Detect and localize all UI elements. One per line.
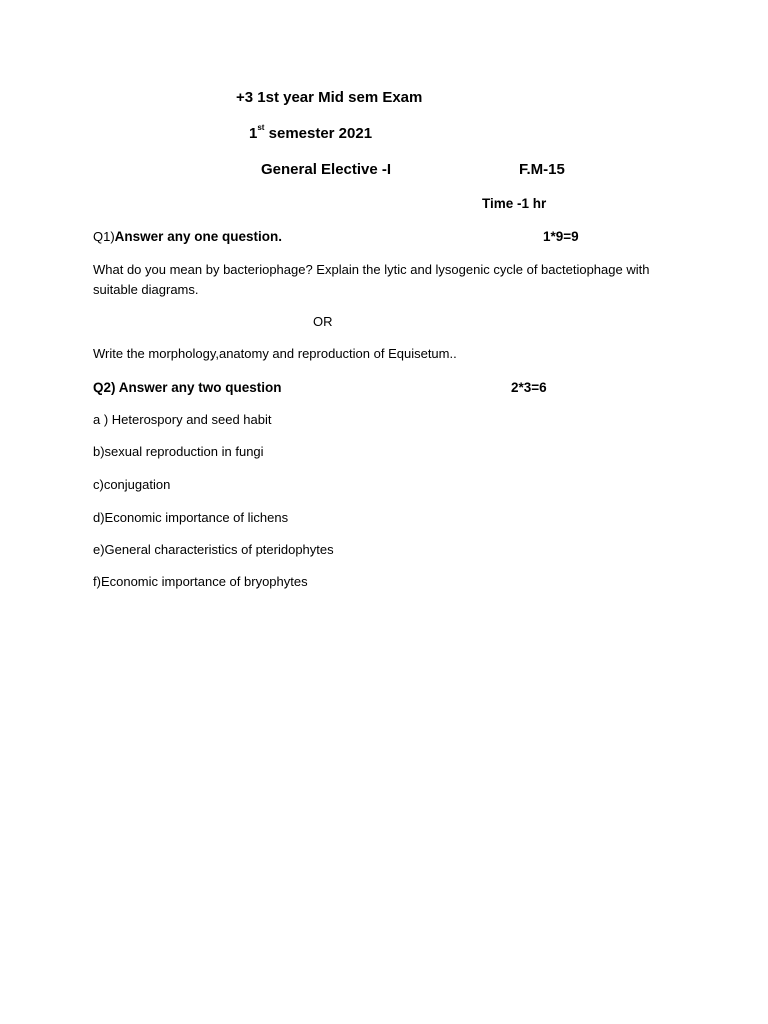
or-separator: OR (313, 314, 333, 329)
semester-superscript: st (257, 123, 265, 132)
q2-item-a: a ) Heterospory and seed habit (93, 412, 272, 427)
q2-marks: 2*3=6 (511, 380, 547, 395)
q2-heading: Q2) Answer any two question (93, 380, 282, 395)
q2-item-c: c)conjugation (93, 477, 171, 492)
q2-item-d: d)Economic importance of lichens (93, 510, 289, 525)
subject-title: General Elective -I (261, 161, 392, 178)
exam-time: Time -1 hr (482, 196, 547, 211)
exam-title: +3 1st year Mid sem Exam (236, 89, 423, 106)
q1-heading (93, 229, 282, 244)
q2-item-f: f)Economic importance of bryophytes (93, 574, 308, 589)
q1-number: Q1) (93, 229, 115, 244)
q1-option-a: What do you mean by bacteriophage? Explain the lytic and lysogenic cycle of bactetiophage with suitable diagrams. (93, 262, 650, 297)
q2-item-e: e)General characteristics of pteridophytes (93, 542, 334, 557)
semester-number: 1 (249, 125, 258, 142)
semester-line (249, 125, 372, 142)
q1-option-b: Write the morphology,anatomy and reproduction of Equisetum.. (93, 346, 457, 361)
full-marks: F.M-15 (519, 161, 565, 178)
q2-item-b: b)sexual reproduction in fungi (93, 444, 264, 459)
semester-text: semester 2021 (264, 125, 373, 142)
q1-instruction: Answer any one question. (114, 229, 282, 244)
q1-marks: 1*9=9 (543, 229, 579, 244)
